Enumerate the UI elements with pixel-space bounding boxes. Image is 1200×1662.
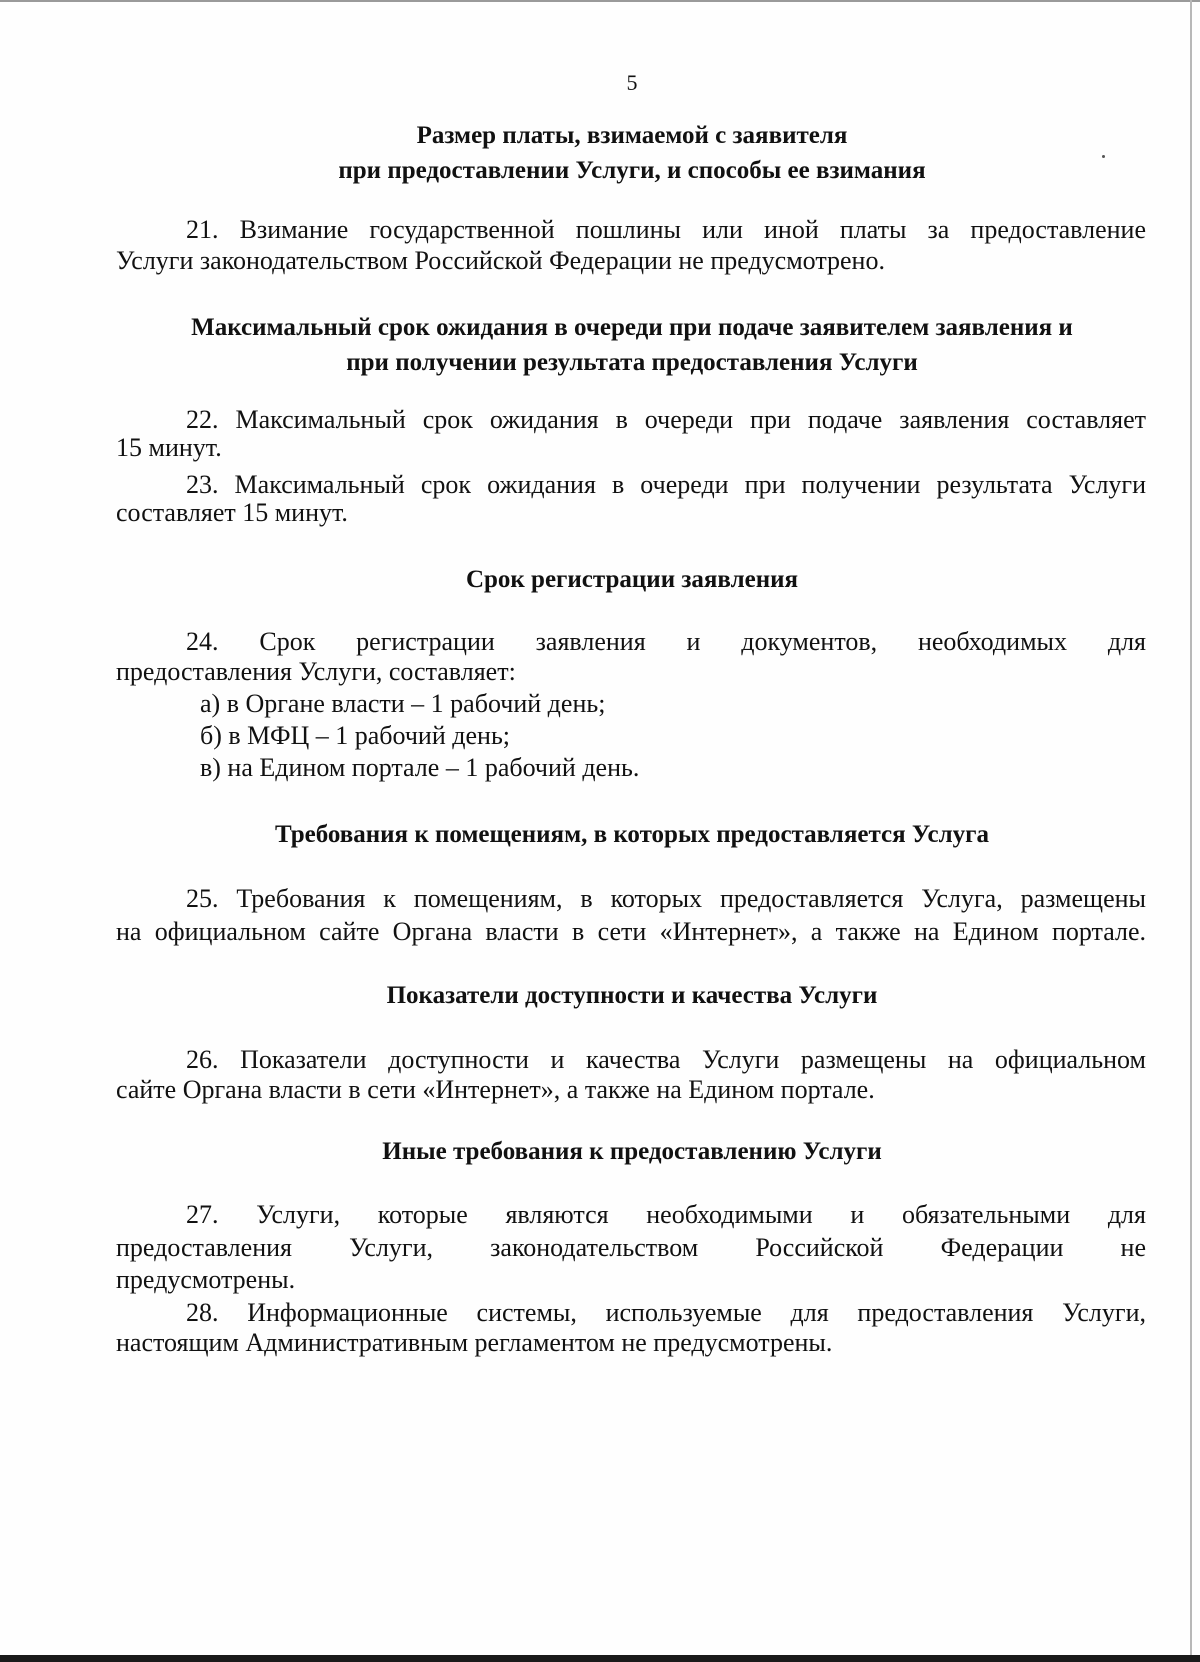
section-heading xyxy=(118,978,1146,1013)
paragraph-line: 28. Информационные системы, используемые для предоставления Услуги, xyxy=(186,1298,1146,1327)
section-heading-line: Показатели доступности и качества Услуги xyxy=(386,982,878,1009)
section-heading-line: Требования к помещениям, в которых предоставляется Услуга xyxy=(274,821,990,848)
paragraph-line: 21. Взимание государственной пошлины или иной платы за предоставление xyxy=(186,215,1146,244)
paragraph-line: Услуги законодательством Российской Федерации не предусмотрено. xyxy=(116,246,885,275)
paragraph-line: 25. Требования к помещениям, в которых предоставляется Услуга, размещены xyxy=(186,884,1146,913)
paragraph-line: на официальном сайте Органа власти в сети «Интернет», а также на Едином портале. xyxy=(116,917,1146,946)
section-heading-line: Иные требования к предоставлению Услуги xyxy=(382,1138,882,1165)
list-item: а) в Органе власти – 1 рабочий день; xyxy=(200,689,606,718)
section-heading-line: Размер платы, взимаемой с заявителя xyxy=(416,122,848,149)
paragraph-line: 15 минут. xyxy=(116,433,222,462)
section-heading xyxy=(118,817,1146,852)
scan-right-edge xyxy=(1190,0,1192,1655)
section-heading-line: при получении результата предоставления Услуги xyxy=(346,349,918,376)
section-heading-line: Срок регистрации заявления xyxy=(465,566,799,593)
paragraph-line: 23. Максимальный срок ожидания в очереди при получении результата Услуги xyxy=(186,470,1146,499)
section-heading xyxy=(118,118,1146,188)
paragraph-line: настоящим Административным регламентом не предусмотрены. xyxy=(116,1328,833,1357)
section-heading-line: Максимальный срок ожидания в очереди при подаче заявителем заявления и xyxy=(191,314,1073,341)
paragraph-line: сайте Органа власти в сети «Интернет», а также на Едином портале. xyxy=(116,1075,875,1104)
list-item: б) в МФЦ – 1 рабочий день; xyxy=(200,721,511,750)
paragraph-line: предоставления Услуги, составляет: xyxy=(116,657,516,686)
section-heading xyxy=(118,310,1146,380)
paragraph-line: 22. Максимальный срок ожидания в очереди при подаче заявления составляет xyxy=(186,405,1146,434)
paragraph-line: 26. Показатели доступности и качества Услуги размещены на официальном xyxy=(186,1045,1146,1074)
paragraph-line: 24. Срок регистрации заявления и документов, необходимых для xyxy=(186,627,1146,656)
page-number: 5 xyxy=(626,70,638,95)
scan-bottom-edge xyxy=(0,1655,1200,1662)
paragraph-line: составляет 15 минут. xyxy=(116,498,348,527)
scan-top-edge xyxy=(0,0,1200,2)
list-item: в) на Едином портале – 1 рабочий день. xyxy=(200,753,640,782)
section-heading xyxy=(118,562,1146,597)
section-heading xyxy=(118,1134,1146,1169)
paragraph-line: предоставления Услуги, законодательством Российской Федерации не xyxy=(116,1233,1146,1262)
paragraph-line: предусмотрены. xyxy=(116,1265,296,1294)
section-heading-line: при предоставлении Услуги, и способы ее взимания xyxy=(338,157,926,184)
paragraph-line: 27. Услуги, которые являются необходимыми и обязательными для xyxy=(186,1200,1146,1229)
